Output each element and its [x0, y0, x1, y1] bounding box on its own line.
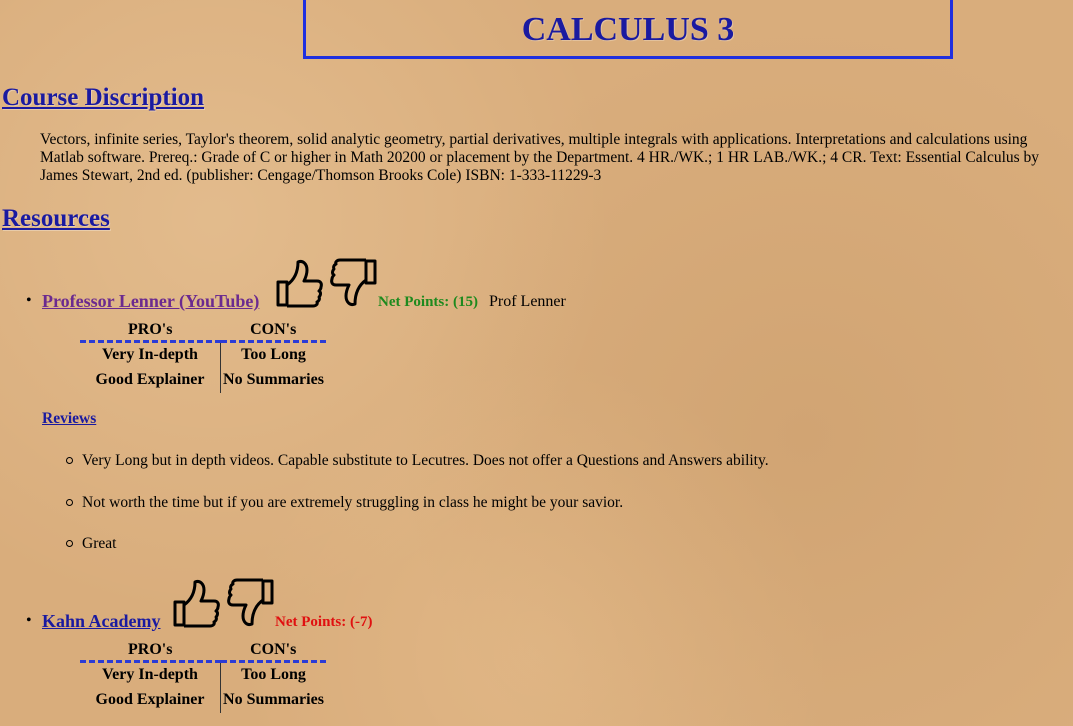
- bullet: •: [26, 292, 32, 309]
- pros-header: PRO's: [80, 321, 221, 342]
- review-item: [66, 452, 769, 470]
- pro-cell: Good Explainer: [95, 691, 205, 708]
- table-row: [80, 688, 326, 713]
- net-points: Net Points: (15): [378, 294, 478, 310]
- review-text: Very Long but in depth videos. Capable substitute to Lecutres. Does not offer a Questions and Answers ability.: [82, 452, 769, 469]
- con-cell: No Summaries: [221, 368, 327, 393]
- cons-header: CON's: [221, 321, 327, 342]
- thumbs-down-icon[interactable]: [225, 578, 277, 630]
- con-cell: No Summaries: [221, 688, 327, 713]
- con-cell: Too Long: [221, 662, 327, 689]
- course-description-text: Vectors, infinite series, Taylor's theorem, solid analytic geometry, partial derivatives, multiple integrals with applications. Interpretations and calculations using Matlab software. Prereq.: Grade of C or higher in Math 20200 or placement by the Department. 4 HR./WK.; 1 HR LAB./WK.; 4 CR. Text: Essential Calculus by James Stewart, 2nd ed. (publisher: Cengage/Thomson Brooks Cole) ISBN: 1-333-11229-3: [40, 131, 1040, 184]
- resource-link-kahn-academy[interactable]: Kahn Academy: [42, 611, 161, 631]
- pro-cell: Very In-depth: [102, 666, 198, 683]
- page-title: CALCULUS 3: [521, 11, 735, 48]
- review-text: Great: [82, 535, 117, 552]
- review-item: [66, 535, 116, 553]
- title-box: [303, 0, 953, 59]
- pros-cons-table: [80, 641, 326, 713]
- bullet: •: [26, 612, 32, 629]
- table-row: [80, 342, 326, 369]
- table-row: [80, 368, 326, 393]
- list-marker: [66, 540, 73, 547]
- net-points: Net Points: (-7): [275, 614, 373, 630]
- list-marker: [66, 457, 73, 464]
- review-text: Not worth the time but if you are extremely struggling in class he might be your savior.: [82, 494, 624, 511]
- pro-cell: Very In-depth: [102, 346, 198, 363]
- cons-header: CON's: [221, 641, 327, 662]
- resource-author: Prof Lenner: [489, 293, 566, 310]
- reviews-link[interactable]: Reviews: [42, 410, 97, 427]
- list-marker: [66, 499, 73, 506]
- con-cell: Too Long: [221, 342, 327, 369]
- pro-cell: Good Explainer: [95, 371, 205, 388]
- review-item: [66, 494, 623, 512]
- thumbs-up-icon[interactable]: [173, 578, 221, 628]
- pros-cons-table: [80, 321, 326, 393]
- table-row: [80, 662, 326, 689]
- thumbs-down-icon[interactable]: [328, 258, 380, 310]
- resource-link-professor-lenner[interactable]: Professor Lenner (YouTube): [42, 291, 260, 311]
- course-description-heading[interactable]: Course Discription: [2, 84, 205, 111]
- pros-header: PRO's: [80, 641, 221, 662]
- thumbs-up-icon[interactable]: [276, 258, 324, 308]
- resources-heading[interactable]: Resources: [2, 205, 110, 232]
